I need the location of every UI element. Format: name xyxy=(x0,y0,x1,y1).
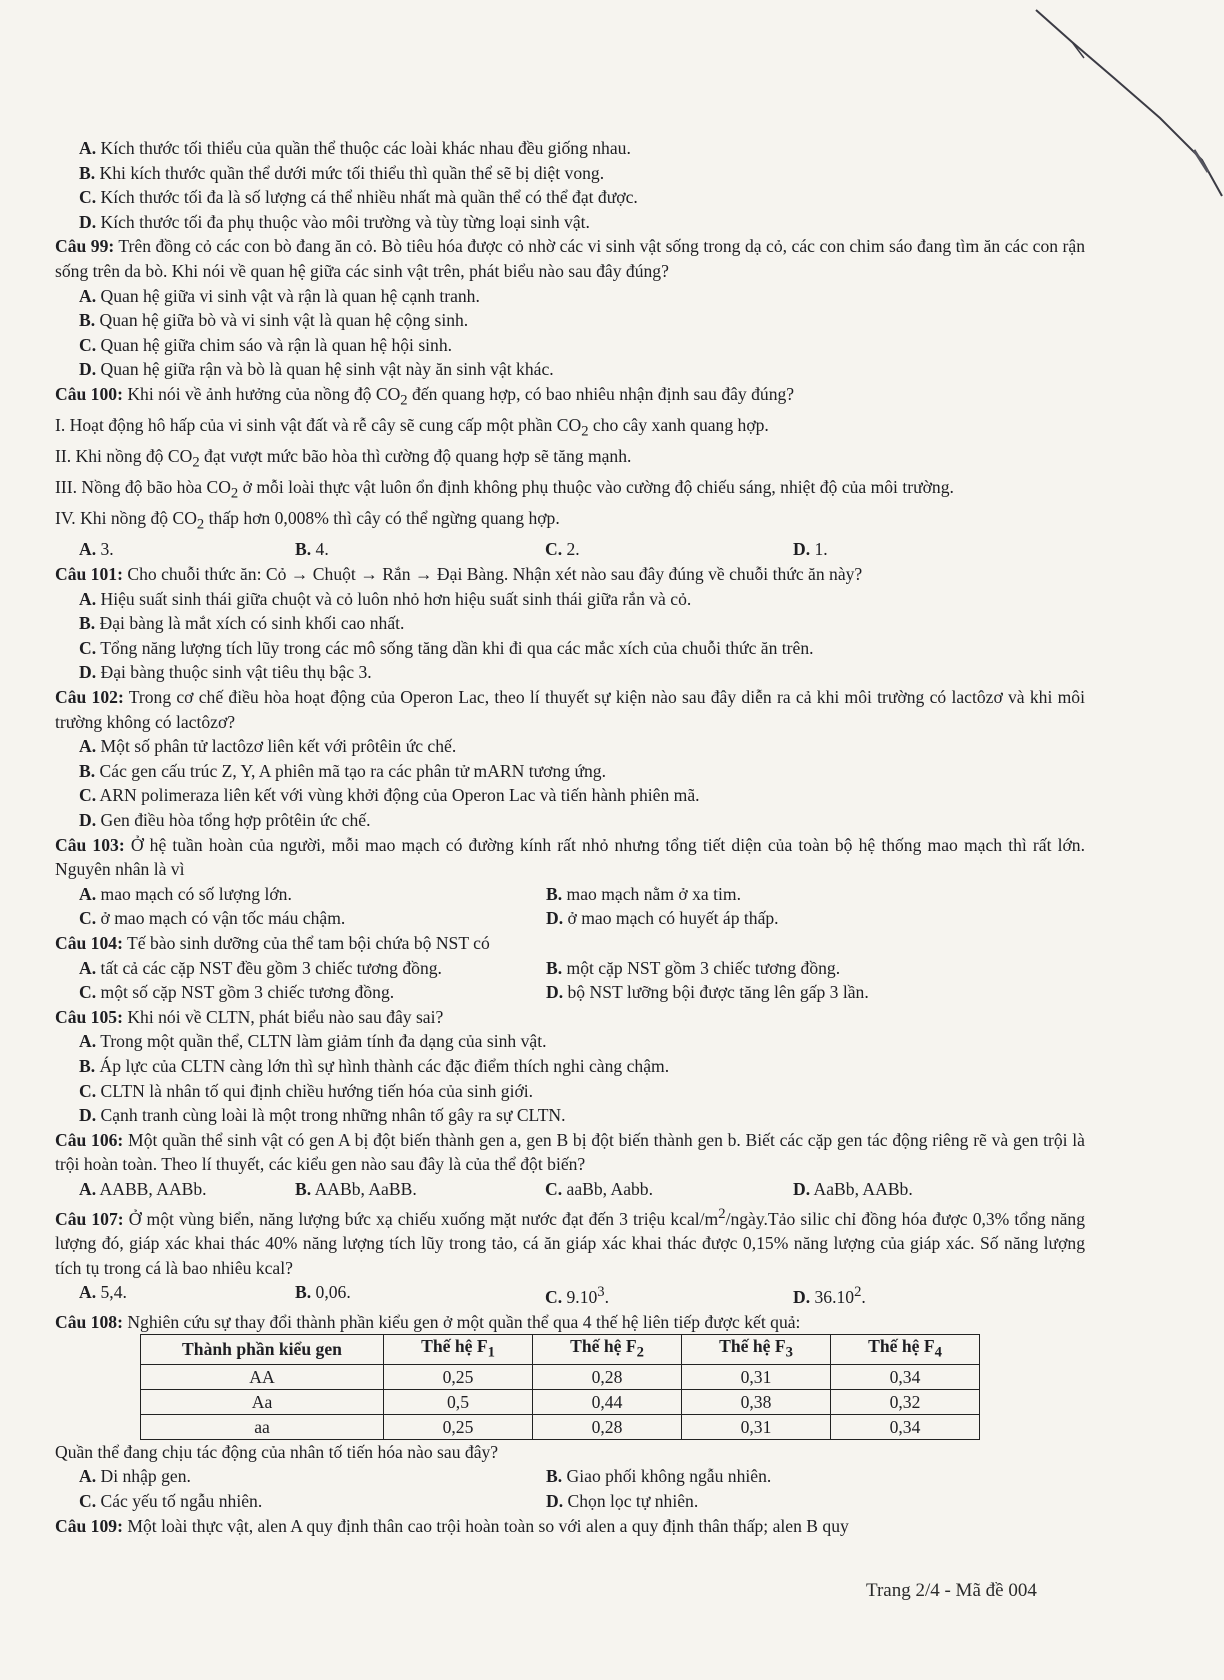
q108-stem: Câu 108: Nghiên cứu sự thay đổi thành phần kiểu gen ở một quần thể qua 4 thế hệ liên tiếp được kết quả: xyxy=(55,1311,801,1332)
table-cell: 0,34 xyxy=(831,1414,980,1439)
q104-option-d: D. bộ NST lưỡng bội được tăng lên gấp 3 lần. xyxy=(546,982,869,1003)
q102-option-a: A. Một số phân tử lactôzơ liên kết với prôtêin ức chế. xyxy=(79,736,457,757)
table-cell: 0,25 xyxy=(384,1364,533,1389)
table-row xyxy=(141,1389,980,1414)
q99-option-d: D. Quan hệ giữa rận và bò là quan hệ sinh vật này ăn sinh vật khác. xyxy=(79,359,554,380)
q103-option-a: A. mao mạch có số lượng lớn. xyxy=(79,883,292,904)
table-header-row xyxy=(141,1335,980,1365)
q103-option-c: C. ở mao mạch có vận tốc máu chậm. xyxy=(79,908,346,929)
q104-options-row-1 xyxy=(55,956,1085,981)
q108-options-row-2 xyxy=(55,1489,1085,1514)
q107-options xyxy=(55,1280,1085,1309)
q102-option-d: D. Gen điều hòa tổng hợp prôtêin ức chế. xyxy=(79,810,371,831)
q98-option-d: D. Kích thước tối đa phụ thuộc vào môi trường và tùy từng loại sinh vật. xyxy=(79,211,590,232)
q100-option-a: A. 3. xyxy=(79,539,114,560)
q106-options xyxy=(55,1177,1085,1202)
q107-option-c: C. 9.10$^3$. xyxy=(545,1284,610,1308)
q100-statement-2: II. Khi nồng độ $CO_2$ đạt vượt mức bão hòa thì cường độ quang hợp sẽ tăng mạnh. xyxy=(55,446,632,471)
table-cell: Aa xyxy=(141,1389,384,1414)
q101-option-a: A. Hiệu suất sinh thái giữa chuột và cỏ luôn nhỏ hơn hiệu suất sinh thái giữa rắn và cỏ. xyxy=(79,588,692,609)
q101-option-b: B. Đại bàng là mắt xích có sinh khối cao nhất. xyxy=(79,613,405,634)
q108-option-d: D. Chọn lọc tự nhiên. xyxy=(546,1490,699,1511)
q101-option-c: C. Tổng năng lượng tích lũy trong các mô sống tăng dần khi đi qua các mắc xích của chuỗi thức ăn trên. xyxy=(79,637,814,658)
q107-stem: Câu 107: Ở một vùng biển, năng lượng bức xạ chiếu xuống mặt nước đạt đến 3 triệu kcal/$m^2/ngày.Tảo$ silic chỉ đồng hóa được 0,3% tổng năng lượng đó, giáp xác khai thác 40% năng lượng tích lũy trong tảo, cá ăn giáp xác khai thác được 0,15% năng lượng của giáp xác. Số năng lượng tích tụ trong cá là bao nhiêu kcal? xyxy=(55,1205,1086,1278)
table-cell: 0,38 xyxy=(682,1389,831,1414)
q102-option-b: B. Các gen cấu trúc Z, Y, A phiên mã tạo ra các phân tử mARN tương ứng. xyxy=(79,760,607,781)
q103-option-b: B. mao mạch nằm ở xa tim. xyxy=(546,883,741,904)
genotype-table xyxy=(140,1334,980,1440)
q104-option-a: A. tất cả các cặp NST đều gồm 3 chiếc tương đồng. xyxy=(79,957,442,978)
table-header-cell: Thành phần kiểu gen xyxy=(141,1335,384,1365)
page-footer: Trang 2/4 - Mã đề 004 xyxy=(866,1580,1037,1601)
q103-options-row-2 xyxy=(55,906,1085,931)
q99-option-b: B. Quan hệ giữa bò và vi sinh vật là quan hệ cộng sinh. xyxy=(79,310,469,331)
q103-stem: Câu 103: Ở hệ tuần hoàn của người, mỗi mao mạch có đường kính rất nhỏ nhưng tổng tiết diện của toàn bộ hệ thống mao mạch thì rất lớn. Nguyên nhân là vì xyxy=(55,834,1085,880)
table-cell: 0,34 xyxy=(831,1364,980,1389)
q103-options-row-1 xyxy=(55,882,1085,907)
table-cell: 0,31 xyxy=(682,1364,831,1389)
q101-stem: Câu 101: Cho chuỗi thức ăn: Cỏ → Chuột → Rắn → Đại Bàng. Nhận xét nào sau đây đúng về chuỗi thức ăn này? xyxy=(55,564,863,585)
q106-option-d: D. AaBb, AABb. xyxy=(793,1178,913,1199)
q105-stem: Câu 105: Khi nói về CLTN, phát biểu nào sau đây sai? xyxy=(55,1006,444,1027)
q107-option-d: D. 36.10$^2$. xyxy=(793,1284,866,1308)
q106-stem: Câu 106: Một quần thể sinh vật có gen A bị đột biến thành gen a, gen B bị đột biến thành gen b. Biết các cặp gen tác động riêng rẽ và gen trội là trội hoàn toàn. Theo lí thuyết, các kiểu gen nào sau đây là của thể đột biến? xyxy=(55,1129,1085,1175)
q105-option-b: B. Áp lực của CLTN càng lớn thì sự hình thành các đặc điểm thích nghi càng chậm. xyxy=(79,1055,670,1076)
q107-option-a: A. 5,4. xyxy=(79,1282,127,1303)
q109-stem: Câu 109: Một loài thực vật, alen A quy định thân cao trội hoàn toàn so với alen a quy định thân thấp; alen B quy xyxy=(55,1515,849,1536)
q106-option-a: A. AABB, AABb. xyxy=(79,1178,207,1199)
q103-option-d: D. ở mao mạch có huyết áp thấp. xyxy=(546,908,779,929)
exam-content xyxy=(55,136,1085,1538)
q100-statement-4: IV. Khi nồng độ $CO_2$ thấp hơn 0,008% thì cây có thể ngừng quang hợp. xyxy=(55,508,560,533)
table-row xyxy=(141,1364,980,1389)
q100-options xyxy=(55,537,1085,562)
q100-option-c: C. 2. xyxy=(545,539,580,560)
q108-option-c: C. Các yếu tố ngẫu nhiên. xyxy=(79,1490,263,1511)
q98-option-a: A. Kích thước tối thiểu của quần thể thuộc các loài khác nhau đều giống nhau. xyxy=(79,138,631,158)
q104-stem: Câu 104: Tế bào sinh dưỡng của thể tam bội chứa bộ NST có xyxy=(55,932,490,953)
q105-option-a: A. Trong một quần thể, CLTN làm giảm tính đa dạng của sinh vật. xyxy=(79,1031,547,1052)
q107-option-b: B. 0,06. xyxy=(295,1282,351,1303)
table-cell: 0,44 xyxy=(533,1389,682,1414)
q100-statement-1: I. Hoạt động hô hấp của vi sinh vật đất và rễ cây sẽ cung cấp một phần $CO_2$ cho cây xanh quang hợp. xyxy=(55,415,769,440)
q104-option-c: C. một số cặp NST gồm 3 chiếc tương đồng. xyxy=(79,982,395,1003)
q102-stem: Câu 102: Trong cơ chế điều hòa hoạt động của Operon Lac, theo lí thuyết sự kiện nào sau đây diễn ra cả khi môi trường có lactôzơ và khi môi trường không có lactôzơ? xyxy=(55,687,1085,732)
table-cell: 0,28 xyxy=(533,1364,682,1389)
table-row xyxy=(141,1414,980,1439)
q108-option-a: A. Di nhập gen. xyxy=(79,1466,191,1487)
table-header-cell: Thế hệ $F_2$ xyxy=(533,1335,682,1365)
q108-option-b: B. Giao phối không ngẫu nhiên. xyxy=(546,1466,772,1487)
q99-option-a: A. Quan hệ giữa vi sinh vật và rận là quan hệ cạnh tranh. xyxy=(79,285,480,306)
q98-option-b: B. Khi kích thước quần thể dưới mức tối thiểu thì quần thể sẽ bị diệt vong. xyxy=(79,162,605,183)
table-cell: 0,31 xyxy=(682,1414,831,1439)
table-cell: 0,32 xyxy=(831,1389,980,1414)
table-cell: 0,5 xyxy=(384,1389,533,1414)
q106-option-b: B. AABb, AaBB. xyxy=(295,1178,417,1199)
table-cell: 0,25 xyxy=(384,1414,533,1439)
table-header-cell: Thế hệ $F_3$ xyxy=(682,1335,831,1365)
q100-statement-3: III. Nồng độ bão hòa $CO_2$ ở mỗi loài thực vật luôn ổn định không phụ thuộc vào cường độ chiếu sáng, nhiệt độ của môi trường. xyxy=(55,477,954,502)
q99-option-c: C. Quan hệ giữa chim sáo và rận là quan hệ hội sinh. xyxy=(79,334,453,355)
q104-options-row-2 xyxy=(55,980,1085,1005)
q99-stem: Câu 99: Trên đồng cỏ các con bò đang ăn cỏ. Bò tiêu hóa được cỏ nhờ các vi sinh vật sống trong dạ cỏ, các con chim sáo đang tìm ăn các con rận sống trên da bò. Khi nói về quan hệ giữa các sinh vật trên, phát biểu nào sau đây đúng? xyxy=(55,236,1085,281)
q106-option-c: C. aaBb, Aabb. xyxy=(545,1178,653,1199)
table-header-cell: Thế hệ $F_1$ xyxy=(384,1335,533,1365)
q102-option-c: C. ARN polimeraza liên kết với vùng khởi động của Operon Lac và tiến hành phiên mã. xyxy=(79,785,700,806)
q108-question: Quần thể đang chịu tác động của nhân tố tiến hóa nào sau đây? xyxy=(55,1441,499,1462)
q108-options-row-1 xyxy=(55,1464,1085,1489)
table-cell: AA xyxy=(141,1364,384,1389)
table-cell: aa xyxy=(141,1414,384,1439)
q100-option-d: D. 1. xyxy=(793,539,828,560)
q100-stem: Câu 100: Khi nói về ảnh hưởng của nồng độ $CO_2$ đến quang hợp, có bao nhiêu nhận định sau đây đúng? xyxy=(55,383,795,409)
q100-option-b: B. 4. xyxy=(295,539,329,560)
table-header-cell: Thế hệ $F_4$ xyxy=(831,1335,980,1365)
q98-option-c: C. Kích thước tối đa là số lượng cá thể nhiều nhất mà quần thể có thể đạt được. xyxy=(79,187,638,208)
q105-option-d: D. Cạnh tranh cùng loài là một trong những nhân tố gây ra sự CLTN. xyxy=(79,1105,566,1126)
table-cell: 0,28 xyxy=(533,1414,682,1439)
q101-option-d: D. Đại bàng thuộc sinh vật tiêu thụ bậc 3. xyxy=(79,662,372,683)
q105-option-c: C. CLTN là nhân tố qui định chiều hướng tiến hóa của sinh giới. xyxy=(79,1080,534,1101)
q104-option-b: B. một cặp NST gồm 3 chiếc tương đồng. xyxy=(546,957,841,978)
